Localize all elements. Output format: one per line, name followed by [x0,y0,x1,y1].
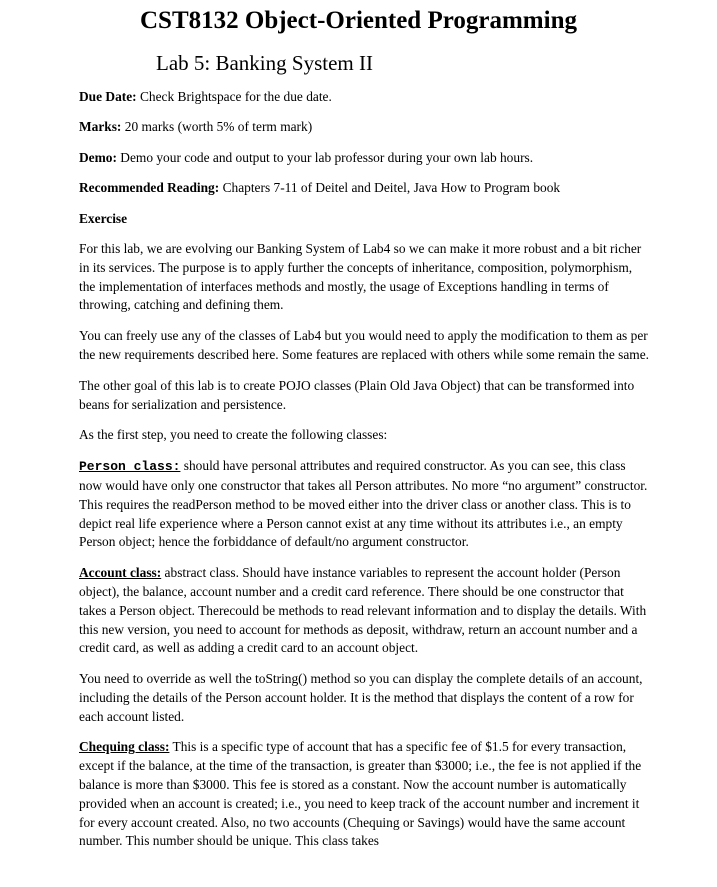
paragraph-pojo: The other goal of this lab is to create POJO classes (Plain Old Java Object) that can be transformed into beans for serialization and persistence. [79,377,635,412]
person-class-label: Person class: [79,459,181,475]
marks-label: Marks: [79,119,122,135]
due-date-value: Check Brightspace for the due date. [136,89,332,104]
person-class-paragraph [79,457,651,552]
reading-line [79,179,651,198]
chequing-class-paragraph [79,738,651,851]
demo-label: Demo: [79,149,117,165]
reading-label: Recommended Reading: [79,180,220,196]
account-class-label: Account class: [79,565,162,581]
marks-line [79,118,651,137]
demo-line [79,149,651,168]
due-date-line [79,88,651,107]
paragraph-intro: For this lab, we are evolving our Banking System of Lab4 so we can make it more robust and a bit richer in its services. The purpose is to apply further the concepts of inheritance, composition, polymorphism, the implementation of interfaces methods and mostly, the usage of Exceptions handling in terms of throwing, catching and defining them. [79,240,642,313]
marks-value: 20 marks (worth 5% of term mark) [121,119,313,135]
tostring-paragraph: You need to override as well the toString() method so you can display the complete details of an account, including the details of the Person account holder. It is the method that displays the content of a row for each account listed. [79,671,643,724]
exercise-heading: Exercise [79,210,128,226]
document-body [79,88,651,863]
demo-value: Demo your code and output to your lab professor during your own lab hours. [116,149,534,165]
paragraph-first-step: As the first step, you need to create the following classes: [79,427,388,443]
chequing-class-text: This is a specific type of account that has a specific fee of $1.5 for every transaction, except if the balance, at the time of the transaction, is greater than $3000; i.e., the fee is not applied if the balance is more than $3000. This fee is stored as a constant. Now the account number is automatically provided when an account is created; i.e., you need to keep track of the account number and increment it for every account created. Also, no two accounts (Chequing or Savings) would have the same account number. This number should be unique. This class takes [79,739,642,849]
document-title: CST8132 Object-Oriented Programming [140,7,577,34]
person-class-text: should have personal attributes and required constructor. As you can see, this class now would have only one constructor that takes all Person attributes. No more “no argument” constructor. This requires the readPerson method to be moved either into the driver class or another class. This is to depict real life experience where a Person cannot exist at any time without its attributes i.e., an empty Person object; hence the forbiddance of default/no argument constructor. [79,458,648,550]
reading-value: Chapters 7-11 of Deitel and Deitel, Java How to Program book [219,180,561,196]
account-class-paragraph [79,564,651,658]
due-date-label: Due Date: [79,89,137,104]
chequing-class-label: Chequing class: [79,739,170,755]
lab-subtitle: Lab 5: Banking System II [156,51,373,75]
account-class-text: abstract class. Should have instance variables to represent the account holder (Person object), the balance, account number and a credit card reference. There should be one constructor that takes a Person object. Therecould be methods to read relevant information and to display the details. With this new version, you need to account for methods as deposit, withdraw, return an account number and a credit card, as well as adding a credit card to an account object. [79,565,647,656]
paragraph-reuse: You can freely use any of the classes of Lab4 but you would need to apply the modification to them as per the new requirements described here. Some features are replaced with others while some remain the same. [79,328,649,362]
